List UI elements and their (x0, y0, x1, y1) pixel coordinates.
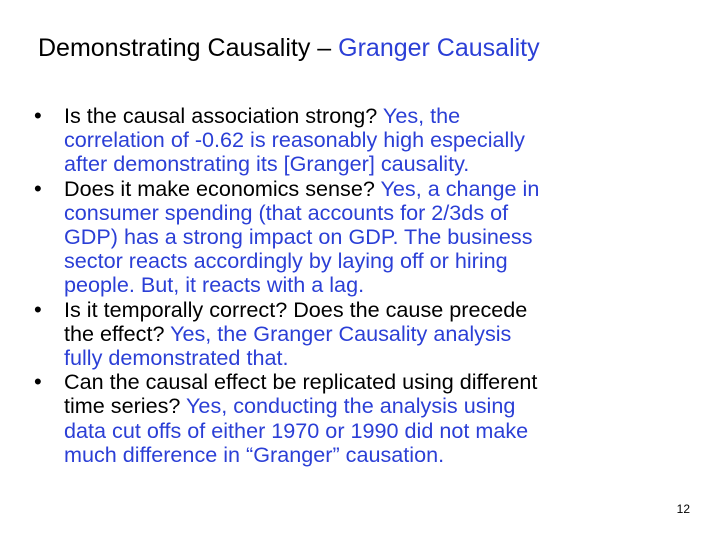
bullet-line (64, 273, 699, 297)
bullet-line (64, 394, 699, 418)
bullet-text: the effect? (64, 320, 171, 346)
bullet-line (64, 298, 699, 322)
bullet-answer-text: sector reacts accordingly by laying off or hiring (64, 248, 508, 274)
bullet-answer-text: consumer spending (that accounts for 2/3ds of (64, 199, 509, 225)
bullet-answer-text: people. But, it reacts with a lag. (64, 272, 365, 298)
bullet-text: Can the causal effect be replicated using different (64, 369, 538, 395)
bullet-list (34, 104, 699, 467)
bullet-answer-text: Yes, a change in (380, 175, 540, 201)
bullet-text: Is it temporally correct? Does the cause precede (64, 296, 528, 322)
bullet-line (64, 370, 699, 394)
bullet-item (34, 177, 699, 298)
bullet-marker: • (34, 296, 42, 322)
bullet-text: Is the causal association strong? (64, 103, 383, 128)
bullet-item (34, 370, 699, 467)
bullet-marker: • (34, 369, 42, 395)
bullet-answer-text: correlation of -0.62 is reasonably high especially (64, 127, 525, 153)
bullet-text: Does it make economics sense? (64, 175, 381, 201)
bullet-marker: • (34, 103, 42, 128)
bullet-item (34, 104, 699, 177)
bullet-answer-text: fully demonstrated that. (64, 345, 289, 371)
bullet-answer-text: Yes, the (382, 103, 461, 128)
bullet-line (64, 225, 699, 249)
slide-title-prefix: Demonstrating Causality – (38, 34, 339, 62)
page-number: 12 (676, 502, 690, 516)
bullet-line (64, 128, 699, 152)
bullet-line (64, 322, 699, 346)
bullet-line (64, 152, 699, 176)
bullet-line (64, 201, 699, 225)
slide-title (38, 30, 540, 66)
bullet-answer-text: Yes, the Granger Causality analysis (170, 320, 512, 346)
bullet-line (64, 346, 699, 370)
bullet-answer-text: Yes, conducting the analysis using (186, 393, 516, 419)
bullet-answer-text: data cut offs of either 1970 or 1990 did not make (64, 417, 529, 443)
bullet-line (64, 443, 699, 467)
bullet-line (64, 249, 699, 273)
bullet-answer-text: GDP) has a strong impact on GDP. The business (64, 224, 533, 250)
bullet-line (64, 104, 699, 128)
bullet-item (34, 298, 699, 371)
bullet-text: time series? (64, 393, 187, 419)
bullet-marker: • (34, 175, 42, 201)
bullet-answer-text: much difference in “Granger” causation. (64, 441, 445, 467)
slide-title-accent: Granger Causality (338, 34, 540, 62)
bullet-line (64, 177, 699, 201)
bullet-answer-text: after demonstrating its [Granger] causality. (64, 151, 470, 177)
bullet-line (64, 419, 699, 443)
